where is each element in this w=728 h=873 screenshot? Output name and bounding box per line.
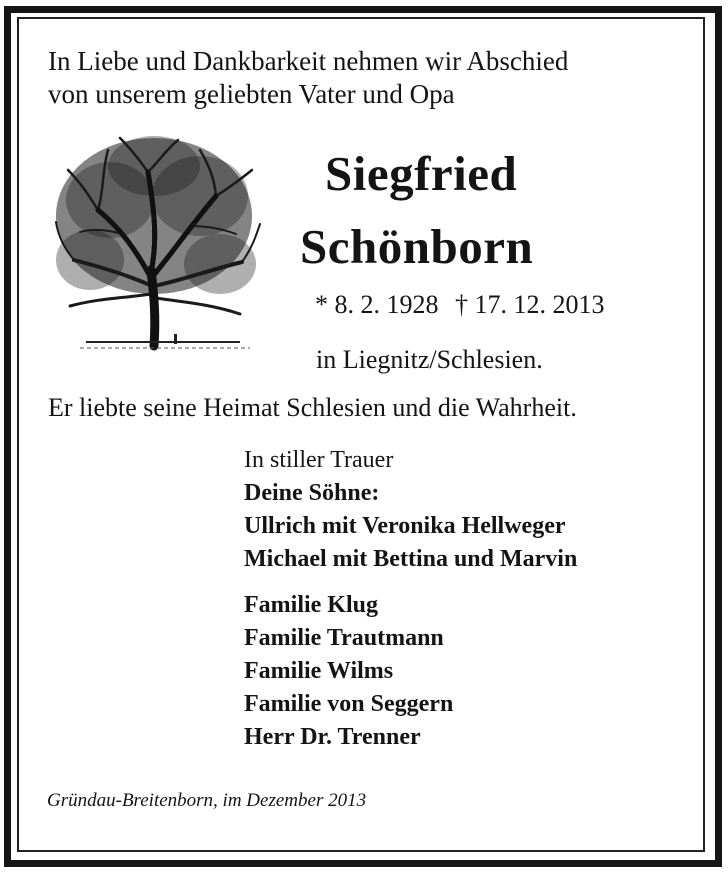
motto: Er liebte seine Heimat Schlesien und die Wahrheit. [48, 393, 577, 422]
birth-date: * 8. 2. 1928 [315, 290, 439, 319]
son-entry: Michael mit Bettina und Marvin [244, 546, 578, 572]
last-name: Schönborn [300, 219, 534, 274]
intro-line-2: von unserem geliebten Vater und Opa [48, 79, 455, 109]
family-entry: Familie von Seggern [244, 691, 454, 717]
birthplace: in Liegnitz/Schlesien. [316, 345, 543, 374]
death-date: † 17. 12. 2013 [455, 290, 605, 319]
family-entry: Herr Dr. Trenner [244, 724, 421, 750]
son-entry: Ullrich mit Veronika Hellweger [244, 513, 566, 539]
tree-icon [50, 130, 264, 356]
mourning-intro: In stiller Trauer [244, 447, 394, 473]
family-entry: Familie Klug [244, 592, 378, 618]
sons-heading: Deine Söhne: [244, 480, 380, 506]
family-entry: Familie Wilms [244, 658, 394, 684]
footer-place-date: Gründau-Breitenborn, im Dezember 2013 [47, 790, 367, 811]
family-entry: Familie Trautmann [244, 625, 444, 651]
first-name: Siegfried [325, 146, 518, 201]
intro-line-1: In Liebe und Dankbarkeit nehmen wir Abschied [48, 46, 569, 76]
